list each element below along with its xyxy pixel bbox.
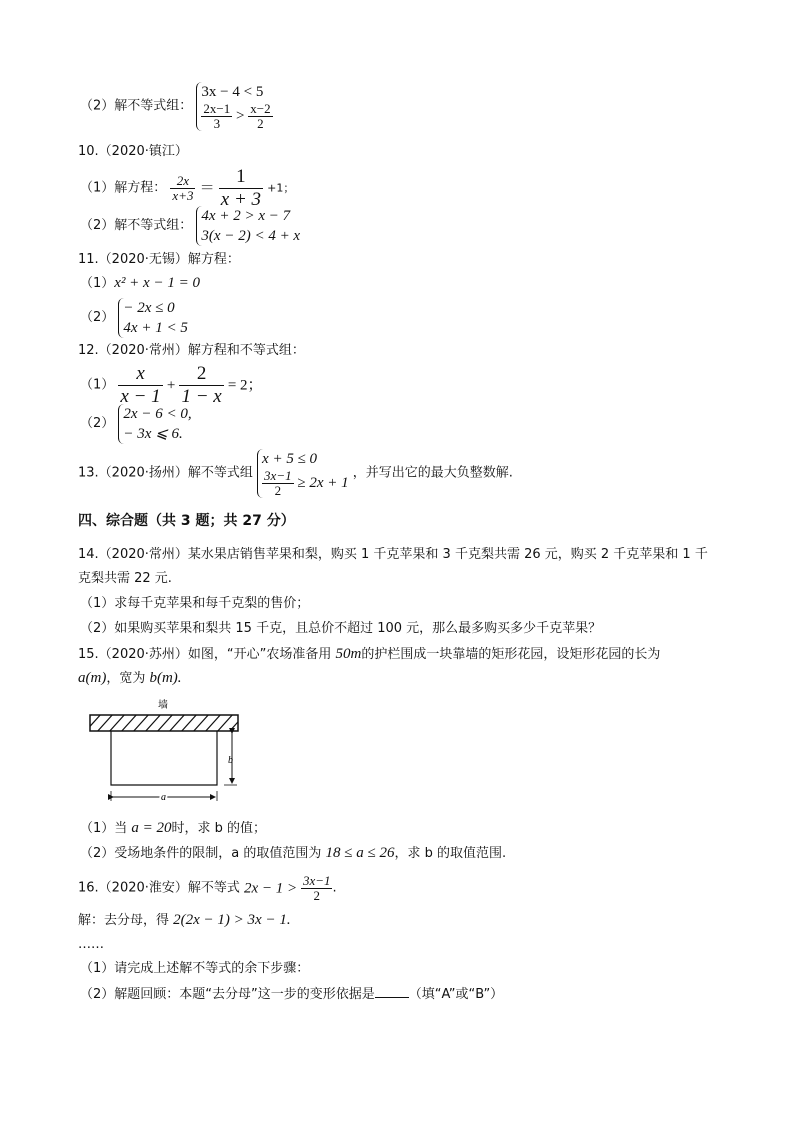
q12-plus: + [166,377,176,394]
q10-part1 [80,166,294,211]
wall-label: 墙 [158,700,168,711]
q16-solution-a: 解：去分母，得 [78,913,174,928]
q15-part2-a: （2）受场地条件的限制，a 的取值范围为 [80,846,326,861]
q11-part2 [80,298,188,338]
wall-hatching [84,713,254,733]
q11-part1 [80,274,200,293]
q16-line1 [78,874,337,903]
q16-end: . [332,880,337,896]
answer-blank[interactable] [375,985,409,998]
q11-system [118,298,187,338]
q10-frac-left-den: x+3 [172,188,194,203]
q9-gt: > [232,107,249,124]
q9-part2 [80,82,273,131]
a-label: a [161,792,166,803]
q12-part1-label: （1） [80,377,115,393]
q9-frac1-num: 2x−1 [203,101,231,116]
q13-eq2 [262,469,349,498]
q10-system [196,206,300,246]
q16-frac-den: 2 [313,888,320,903]
q15-line1-a: 15.（2020·苏州）如图，“开心”农场准备用 [78,647,336,662]
q10-eq1: 4x + 2 > x − 7 [201,208,291,224]
q16-solution-math: 2(2x − 1) > 3x − 1. [173,912,291,928]
q9-frac2-den: 2 [257,116,264,131]
garden-rect [111,731,217,785]
q12-part1-tail: = 2； [227,377,263,394]
q13 [78,449,513,498]
q12-frac1-num: x [118,363,162,386]
q13-suffix: ，并写出它的最大负整数解. [352,465,513,481]
q15-part2-b: ，求 b 的取值范围. [394,846,507,861]
q10-frac-right-den: x + 3 [220,189,262,210]
q11-eq2: 4x + 1 < 5 [123,320,188,336]
q10-eq2: 3(x − 2) < 4 + x [201,228,301,244]
q12-header: 12.（2020·常州）解方程和不等式组： [78,343,305,358]
q9-eq2 [201,102,272,131]
q15-line1-b: 的护栏围成一块靠墙的矩形花园，设矩形花园的长为 [361,647,661,662]
q11-eq1: − 2x ≤ 0 [123,300,175,316]
q12-part2 [80,404,192,444]
q16-part2-b: （填“A”或“B”） [408,987,504,1002]
q14-part1: （1）求每千克苹果和每千克梨的售价； [80,596,310,611]
q15-part1 [80,819,266,838]
q15-line2-a: a(m) [78,670,107,686]
q15-line2-c: b(m). [149,670,182,686]
q12-part1 [80,363,263,408]
q12-frac2-num: 2 [179,363,223,386]
q11-part1-label: （1） [80,276,115,291]
q10-frac-right-num: 1 [219,166,263,189]
q13-eq1: x + 5 ≤ 0 [262,451,318,467]
q15-part1-math: a = 20 [131,820,172,836]
q14-line1: 14.（2020·常州）某水果店销售苹果和梨，购买 1 千克苹果和 3 千克梨共需 26 元，购买 2 千克苹果和 1 千 [78,547,708,562]
q10-part2-label: （2）解不等式组： [80,218,193,233]
q15-line1-math: 50m [335,646,362,662]
q14-line2: 克梨共需 22 元. [78,571,172,586]
q9-frac1-den: 3 [213,116,221,131]
q13-prefix: 13.（2020·扬州）解不等式组 [78,465,253,481]
q9-eq1: 3x − 4 < 5 [201,84,264,100]
q15-line2 [78,669,182,688]
q15-part2-math: 18 ≤ a ≤ 26 [325,845,395,861]
q13-system [257,449,349,498]
q16-prefix: 16.（2020·淮安）解不等式 [78,880,245,896]
q10-part1-label: （1）解方程： [80,180,167,196]
q10-header: 10.（2020·镇江） [78,144,188,159]
q10-equals: ＝ [199,180,215,197]
q11-eq: x² + x − 1 = 0 [114,275,200,291]
q11-part2-label: （2） [80,310,115,325]
q9-system [196,82,272,131]
q15-line1 [78,645,660,664]
q16-part1: （1）请完成上述解不等式的余下步骤： [80,961,310,976]
q9-part2-label: （2）解不等式组： [80,98,193,114]
q12-eq2: − 3x ⩽ 6. [123,426,183,442]
q15-part1-a: （1）当 [80,821,132,836]
q13-eq2-tail: ≥ 2x + 1 [297,474,349,491]
q13-frac-den: 2 [274,483,282,498]
q10-frac-right [219,166,263,211]
q15-part1-b: 时，求 b 的值； [171,821,267,836]
q16-solution [78,911,291,930]
q10-part2 [80,206,300,246]
q10-frac-left-num: 2x [170,174,195,189]
q11-header: 11.（2020·无锡）解方程： [78,252,240,267]
q12-frac2 [179,363,223,408]
q9-frac2-num: x−2 [250,101,271,116]
q12-frac1 [118,363,162,408]
q16-part2 [80,985,503,1004]
q16-part2-a: （2）解题回顾：本题“去分母”这一步的变形依据是 [80,987,375,1002]
q15-figure [84,695,254,810]
b-label: b [228,755,233,766]
q13-frac-num: 3x−1 [264,468,292,483]
q14-part2: （2）如果购买苹果和梨共 15 千克，且总价不超过 100 元，那么最多购买多少千克苹果？ [80,621,602,636]
q12-system [118,404,191,444]
section-title: 四、综合题（共 3 题；共 27 分） [78,513,295,529]
q12-part2-label: （2） [80,416,115,431]
q10-part1-tail: +1； [267,181,295,195]
q15-part2 [80,844,506,863]
q12-eq1: 2x − 6 < 0, [123,406,192,422]
q10-frac-left [170,174,195,203]
q16-frac-num: 3x−1 [302,873,331,888]
q12-frac1-den: x − 1 [120,386,161,407]
q16-lhs: 2x − 1 > [244,880,301,897]
q15-line2-b: ，宽为 [106,671,150,686]
q16-dots: …… [78,937,104,952]
q12-frac2-den: 1 − x [181,386,222,407]
